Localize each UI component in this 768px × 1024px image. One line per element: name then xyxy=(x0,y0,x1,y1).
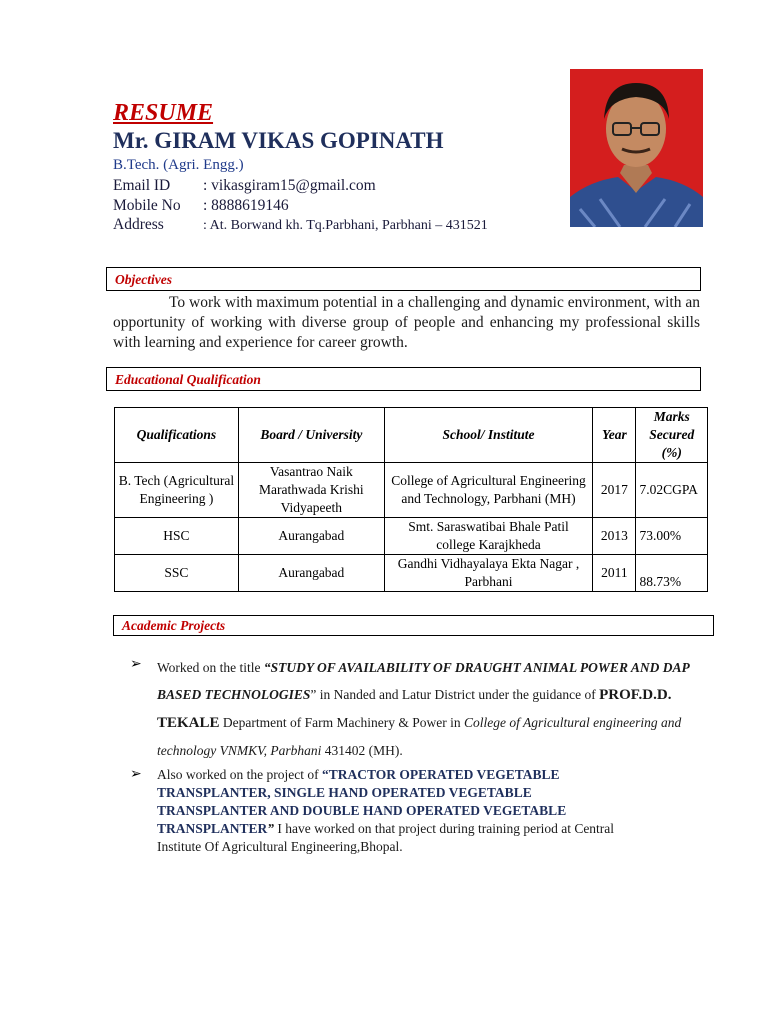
contact-value: : vikasgiram15@gmail.com xyxy=(203,177,376,194)
project-item-1 xyxy=(157,654,717,764)
project-text: Department of Farm Machinery & Power in xyxy=(219,715,464,730)
section-heading: Educational Qualification xyxy=(115,372,261,387)
table-cell: 2011 xyxy=(593,555,636,592)
col-header: School/ Institute xyxy=(384,408,592,463)
project-title: “STUDY OF AVAILABILITY OF DRAUGHT ANIMAL POWER AND DAP BASED TECHNOLOGIES xyxy=(157,660,690,702)
table-row xyxy=(115,463,708,518)
section-heading: Objectives xyxy=(115,272,172,287)
table-cell: Aurangabad xyxy=(238,518,384,555)
objective-text xyxy=(113,293,700,353)
contact-email xyxy=(113,177,376,195)
education-table xyxy=(114,407,708,592)
table-row xyxy=(115,518,708,555)
table-cell: 7.02CGPA xyxy=(636,463,708,518)
table-row xyxy=(115,555,708,592)
project-text: I have worked on that project during training period at Central Institute Of Agricultural Engineering,Bhopal. xyxy=(157,821,615,854)
table-cell: SSC xyxy=(115,555,239,592)
section-heading: Academic Projects xyxy=(122,618,226,633)
portrait-image xyxy=(570,69,703,227)
section-education xyxy=(106,367,701,391)
table-cell: 73.00% xyxy=(636,518,708,555)
table-cell: HSC xyxy=(115,518,239,555)
table-cell: Gandhi Vidhayalaya Ekta Nagar , Parbhani xyxy=(384,555,592,592)
table-cell: B. Tech (Agricultural Engineering ) xyxy=(115,463,239,518)
table-cell: 88.73% xyxy=(636,555,708,592)
contact-label: Address xyxy=(113,216,164,233)
resume-title: RESUME xyxy=(113,100,214,126)
degree: B.Tech. (Agri. Engg.) xyxy=(113,157,244,173)
project-title: “TRACTOR OPERATED VEGETABLE TRANSPLANTER, SINGLE HAND OPERATED VEGETABLE TRANSPLANTER AND DOUBLE HAND OPERATED VEGETABLE TRANSPLANTER xyxy=(157,767,567,836)
table-cell: 2013 xyxy=(593,518,636,555)
project-college: College of Agricultural engineering and technology VNMKV, Parbhani xyxy=(157,715,682,758)
objective-body: To work with maximum potential in a challenging and dynamic environment, with an opportunity of working with diverse group of people and enhancing my professional skills with learning and experience for career growth. xyxy=(113,294,700,351)
section-objectives xyxy=(106,267,701,291)
col-header: Board / University xyxy=(238,408,384,463)
col-header: Marks Secured (%) xyxy=(636,408,708,463)
col-header: Qualifications xyxy=(115,408,239,463)
project-guide: PROF.D.D. TEKALE xyxy=(157,687,672,731)
candidate-name: Mr. GIRAM VIKAS GOPINATH xyxy=(113,128,444,153)
bullet-icon: ➢ xyxy=(130,657,142,672)
contact-value: : At. Borwand kh. Tq.Parbhani, Parbhani – 431521 xyxy=(203,218,488,233)
table-cell: Vasantrao Naik Marathwada Krishi Vidyapeeth xyxy=(238,463,384,518)
project-item-2 xyxy=(157,766,627,856)
table-cell: 2017 xyxy=(593,463,636,518)
contact-mobile xyxy=(113,197,289,215)
section-projects xyxy=(113,615,714,636)
contact-address xyxy=(113,216,488,234)
table-cell: Smt. Saraswatibai Bhale Patil college Karajkheda xyxy=(384,518,592,555)
project-text: Also worked on the project of xyxy=(157,767,322,782)
table-cell: Aurangabad xyxy=(238,555,384,592)
table-cell: College of Agricultural Engineering and Technology, Parbhani (MH) xyxy=(384,463,592,518)
project-text: Worked on the title xyxy=(157,660,264,675)
table-header-row xyxy=(115,408,708,463)
col-header: Year xyxy=(593,408,636,463)
profile-photo xyxy=(570,69,703,227)
bullet-icon: ➢ xyxy=(130,767,142,782)
project-text: ” in Nanded and Latur District under the guidance of xyxy=(310,687,600,702)
contact-label: Email ID xyxy=(113,177,171,194)
project-title: ” xyxy=(267,821,275,836)
contact-value: : 8888619146 xyxy=(203,197,289,214)
project-text: 431402 (MH). xyxy=(321,743,403,758)
contact-label: Mobile No xyxy=(113,197,181,214)
